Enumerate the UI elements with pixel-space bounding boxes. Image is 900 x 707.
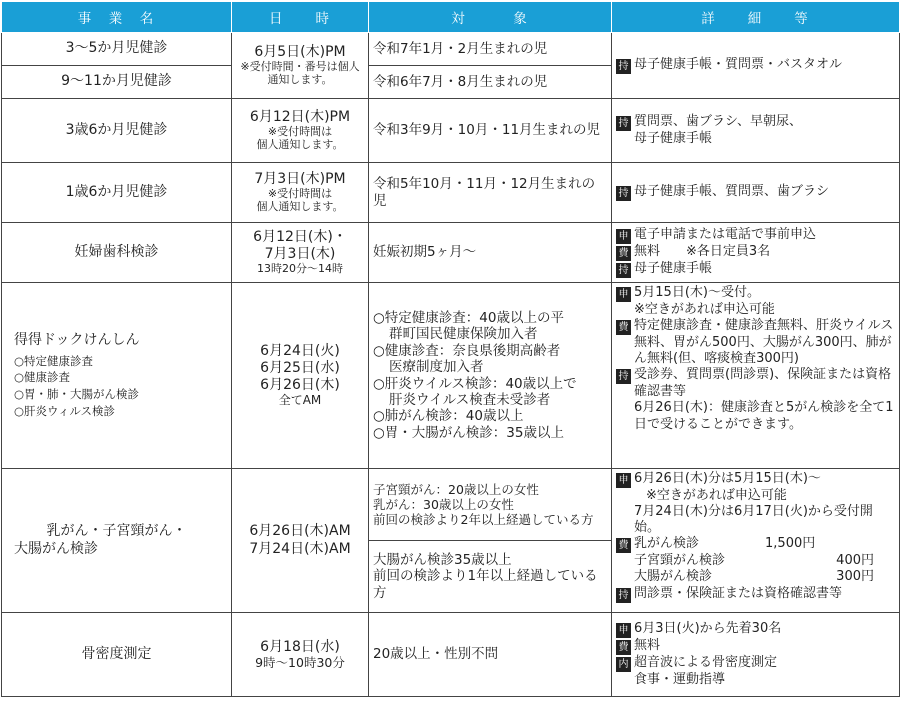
content-text-cont: 食事・運動指導 xyxy=(634,671,726,687)
bring-icon: 持 xyxy=(616,186,631,201)
bring-text: 受診券、質問票(問診票)、保険証または資格確認書等 xyxy=(634,367,892,400)
content-icon: 内 xyxy=(616,657,631,672)
header-details: 詳 細 等 xyxy=(612,2,900,33)
target-line: ○肺がん検診：40歳以上 xyxy=(373,408,524,425)
fee-text: 無料 xyxy=(634,637,661,653)
event-target: 20歳以上・性別不問 xyxy=(369,613,612,697)
apply-text: 電子申請または電話で事前申込 xyxy=(634,227,817,242)
event-target xyxy=(369,283,612,469)
event-target xyxy=(369,541,612,613)
date-text: 7月3日(木)PM xyxy=(254,171,346,188)
target-line: 群町国民健康保険加入者 xyxy=(389,326,538,343)
bring-line xyxy=(616,261,895,278)
bring-text: 母子健康手帳、質問票、歯ブラシ xyxy=(634,184,830,199)
date-text: 6月26日(木)AM xyxy=(249,523,351,540)
date-note: 9時〜10時30分 xyxy=(255,654,345,670)
apply-line xyxy=(616,471,895,488)
price-value: 400円 xyxy=(836,553,874,569)
event-name: 3歳6か月児健診 xyxy=(2,99,232,163)
date-note: ※受付時間は xyxy=(267,125,333,139)
event-date xyxy=(232,99,369,163)
target-line: ○特定健康診査：40歳以上の平 xyxy=(373,309,564,326)
fee-icon: 費 xyxy=(616,640,631,655)
apply-text-2: 7月24日(木)分は6月17日(火)から受付開始。 xyxy=(634,504,873,536)
event-target: 令和7年1月・2月生まれの児 xyxy=(369,33,612,66)
event-details xyxy=(612,283,900,469)
date-text: 6月18日(水) xyxy=(260,638,340,655)
bring-icon: 持 xyxy=(616,263,631,278)
date-note: ※受付時間は xyxy=(267,187,333,201)
event-name: 3〜5か月児健診 xyxy=(2,33,232,66)
price-row xyxy=(616,569,895,585)
event-details xyxy=(612,33,900,99)
event-title: 得得ドックけんしん xyxy=(14,331,140,348)
price-value: 300円 xyxy=(836,569,874,585)
sub-item: ○胃・肺・大腸がん検診 xyxy=(14,387,140,402)
event-name: 骨密度測定 xyxy=(2,613,232,697)
price-label: 乳がん検診 xyxy=(634,536,700,552)
event-title-cont: 大腸がん検診 xyxy=(14,540,98,557)
date-text: 6月12日(木)・ xyxy=(253,229,347,246)
sub-item: ○肝炎ウィルス検診 xyxy=(14,403,115,418)
apply-note: ※空きがあれば申込可能 xyxy=(646,488,787,503)
event-target: 令和3年9月・10月・11月生まれの児 xyxy=(369,99,612,163)
event-name: 妊婦歯科検診 xyxy=(2,223,232,283)
date-text: 7月3日(木) xyxy=(264,246,336,263)
table-row xyxy=(2,283,900,469)
bring-text: 問診票・保険証または資格確認書等 xyxy=(634,585,843,601)
table-row xyxy=(2,99,900,163)
event-date xyxy=(232,613,369,697)
date-text: 6月24日(火) xyxy=(260,342,340,359)
event-name: 9〜11か月児健診 xyxy=(2,66,232,99)
target-line: ○健康診査：奈良県後期高齢者 xyxy=(373,342,561,359)
health-checkup-table xyxy=(1,1,900,697)
event-details xyxy=(612,223,900,283)
date-text: 6月26日(木) xyxy=(260,377,340,394)
fee-icon: 費 xyxy=(616,320,631,335)
event-details xyxy=(612,613,900,697)
bring-icon: 持 xyxy=(616,588,631,603)
target-line: 肝炎ウイルス検査未受診者 xyxy=(389,391,551,408)
bring-icon: 持 xyxy=(616,116,631,131)
fee-text: 無料 ※各日定員3名 xyxy=(634,244,771,259)
table-row xyxy=(2,163,900,223)
event-target: 妊娠初期5ヶ月〜 xyxy=(369,223,612,283)
event-name xyxy=(2,469,232,613)
price-label: 子宮頸がん検診 xyxy=(634,553,726,569)
target-line: 子宮頸がん：20歳以上の女性 xyxy=(373,481,539,497)
date-note: 全てAM xyxy=(278,393,322,408)
detail-note: 6月26日(木)：健康診査と5がん検診を全て1日で受けることができます。 xyxy=(634,400,894,432)
event-name xyxy=(2,283,232,469)
bring-text: 母子健康手帳 xyxy=(634,261,713,276)
apply-text: 6月26日(木)分は5月15日(木)〜 xyxy=(634,471,821,486)
date-note: ※受付時間・番号は個人通知します。 xyxy=(240,60,360,87)
date-text: 6月12日(木)PM xyxy=(249,109,351,126)
target-line: ○肝炎ウイルス検診：40歳以上で xyxy=(373,375,577,392)
date-text: 6月25日(水) xyxy=(260,360,340,377)
price-label: 大腸がん検診 xyxy=(634,569,713,585)
target-line: 前回の検診より1年以上経過している方 xyxy=(373,568,598,601)
fee-icon: 費 xyxy=(616,538,631,553)
event-title: 乳がん・子宮頸がん・ xyxy=(46,523,187,540)
date-text: 7月24日(木)AM xyxy=(249,540,351,557)
event-target xyxy=(369,469,612,541)
event-date xyxy=(232,33,369,99)
apply-line xyxy=(616,621,895,638)
bring-text: 質問票、歯ブラシ、早朝尿、 xyxy=(634,113,802,129)
header-event-name: 事 業 名 xyxy=(2,2,232,33)
target-line: ○胃・大腸がん検診：35歳以上 xyxy=(373,424,564,441)
apply-text: 5月15日(木)〜受付。 xyxy=(634,285,760,300)
apply-icon: 申 xyxy=(616,287,631,302)
price-value: 1,500円 xyxy=(765,536,816,552)
date-note: 13時20分〜14時 xyxy=(257,262,343,276)
fee-line xyxy=(616,536,895,553)
fee-line xyxy=(616,638,895,655)
table-row xyxy=(2,469,900,541)
date-note: 個人通知します。 xyxy=(256,200,344,214)
apply-icon: 申 xyxy=(616,623,631,638)
bring-line xyxy=(616,367,895,400)
target-line: 乳がん：30歳以上の女性 xyxy=(373,496,514,512)
date-note: 個人通知します。 xyxy=(256,138,344,152)
fee-icon: 費 xyxy=(616,246,631,261)
apply-line xyxy=(616,227,895,244)
fee-text: 特定健康診査・健康診査無料、肝炎ウイルス無料、胃がん500円、大腸がん300円、肺がん無料(但、喀痰検査300円) xyxy=(634,318,894,367)
content-text: 超音波による骨密度測定 xyxy=(634,654,778,670)
table-header-row xyxy=(2,2,900,33)
bring-icon: 持 xyxy=(616,369,631,384)
sub-item: ○健康診査 xyxy=(14,370,71,385)
event-date xyxy=(232,283,369,469)
apply-icon: 申 xyxy=(616,229,631,244)
event-name: 1歳6か月児健診 xyxy=(2,163,232,223)
target-line: 大腸がん検診35歳以上 xyxy=(373,551,512,568)
bring-line xyxy=(616,586,895,603)
event-details xyxy=(612,163,900,223)
apply-text: 6月3日(火)から先着30名 xyxy=(634,620,782,636)
event-details xyxy=(612,469,900,613)
price-row xyxy=(616,553,895,569)
event-target: 令和6年7月・8月生まれの児 xyxy=(369,66,612,99)
header-datetime: 日 時 xyxy=(232,2,369,33)
sub-item: ○特定健康診査 xyxy=(14,353,94,368)
bring-text-cont: 母子健康手帳 xyxy=(634,130,713,146)
apply-note: ※空きがあれば申込可能 xyxy=(634,302,775,317)
fee-line xyxy=(616,318,895,367)
event-date xyxy=(232,163,369,223)
apply-icon: 申 xyxy=(616,473,631,488)
event-date xyxy=(232,223,369,283)
bring-text: 母子健康手帳・質問票・バスタオル xyxy=(634,57,843,72)
fee-line xyxy=(616,244,895,261)
target-line: 医療制度加入者 xyxy=(389,359,484,376)
date-text: 6月5日(木)PM xyxy=(254,44,346,61)
table-row xyxy=(2,613,900,697)
bring-icon: 持 xyxy=(616,59,631,74)
header-target: 対 象 xyxy=(369,2,612,33)
table-row xyxy=(2,223,900,283)
target-line: 前回の検診より2年以上経過している方 xyxy=(373,512,594,528)
event-target: 令和5年10月・11月・12月生まれの児 xyxy=(369,163,612,223)
event-date xyxy=(232,469,369,613)
table-row xyxy=(2,33,900,66)
event-details xyxy=(612,99,900,163)
apply-line xyxy=(616,285,895,302)
content-line xyxy=(616,655,895,672)
